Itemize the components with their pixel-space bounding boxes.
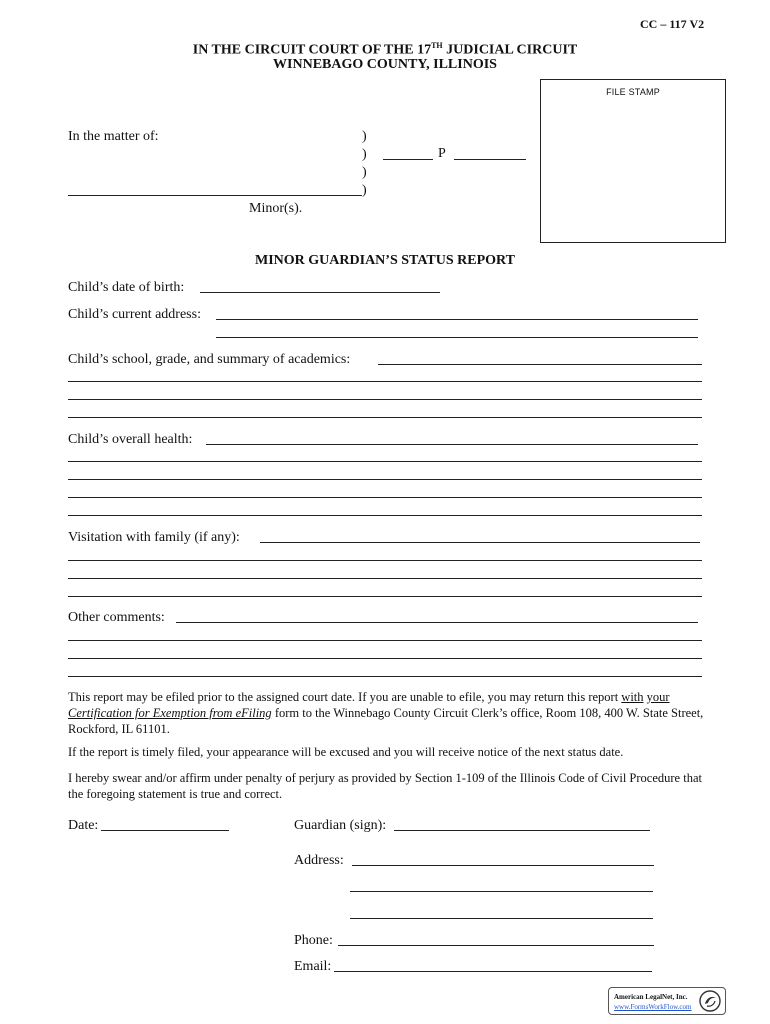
- email-line[interactable]: [334, 971, 652, 972]
- case-prefix-label: P: [438, 146, 446, 161]
- sig-address-line-2[interactable]: [350, 891, 653, 892]
- phone-label: Phone:: [294, 933, 333, 948]
- comments-line-1[interactable]: [176, 622, 698, 623]
- health-line-5[interactable]: [68, 515, 702, 516]
- court-heading-suffix: JUDICIAL CIRCUIT: [442, 42, 578, 58]
- alnet-logo-icon: [699, 990, 721, 1012]
- court-heading: [150, 38, 620, 59]
- efile-text-a: This report may be efiled prior to the assigned court date. If you are unable to efile, you may return this report: [68, 690, 622, 704]
- date-label: Date:: [68, 818, 99, 833]
- caption-paren-3: ): [362, 165, 367, 180]
- minor-name-line[interactable]: [68, 195, 362, 196]
- address-line-2[interactable]: [216, 337, 698, 338]
- perjury-statement: I hereby swear and/or affirm under penalty of perjury as provided by Section 1-109 of the Illinois Code of Civil Procedure that the foregoing statement is true and correct.: [68, 771, 702, 801]
- school-line-1[interactable]: [378, 364, 702, 365]
- school-line-3[interactable]: [68, 399, 702, 400]
- sig-address-line-1[interactable]: [352, 865, 654, 866]
- efile-with: with: [621, 690, 644, 704]
- address-line-1[interactable]: [216, 319, 698, 320]
- comments-label: Other comments:: [68, 610, 165, 625]
- address-label: Child’s current address:: [68, 307, 201, 322]
- school-line-4[interactable]: [68, 417, 702, 418]
- footer-url[interactable]: www.FormsWorkFlow.com: [614, 1003, 692, 1011]
- health-label: Child’s overall health:: [68, 432, 193, 447]
- court-heading-prefix: IN THE CIRCUIT COURT OF THE 17: [192, 42, 432, 58]
- caption-paren-2: ): [362, 147, 367, 162]
- date-line[interactable]: [101, 830, 229, 831]
- email-label: Email:: [294, 959, 332, 974]
- footer-badge: [608, 987, 726, 1015]
- matter-label: In the matter of:: [68, 129, 159, 144]
- file-stamp-label: FILE STAMP: [606, 87, 660, 97]
- dob-line[interactable]: [200, 292, 440, 293]
- minors-label: Minor(s).: [249, 201, 303, 216]
- caption-paren-1: ): [362, 129, 367, 144]
- visitation-line-1[interactable]: [260, 542, 700, 543]
- visitation-label: Visitation with family (if any):: [68, 530, 240, 545]
- health-line-4[interactable]: [68, 497, 702, 498]
- guardian-sign-label: Guardian (sign):: [294, 818, 387, 833]
- footer-company: American LegalNet, Inc.: [614, 993, 688, 1001]
- efile-your: your: [646, 690, 670, 704]
- report-title: MINOR GUARDIAN’S STATUS REPORT: [255, 253, 515, 268]
- comments-line-4[interactable]: [68, 676, 702, 677]
- timely-filed-text: If the report is timely filed, your appearance will be excused and you will receive notice of the next status date.: [68, 745, 624, 759]
- phone-line[interactable]: [338, 945, 654, 946]
- comments-line-3[interactable]: [68, 658, 702, 659]
- efile-certification: Certification for Exemption from eFiling: [68, 706, 272, 720]
- county-heading: WINNEBAGO COUNTY, ILLINOIS: [273, 57, 497, 72]
- visitation-line-2[interactable]: [68, 560, 702, 561]
- sig-address-line-3[interactable]: [350, 918, 653, 919]
- visitation-line-4[interactable]: [68, 596, 702, 597]
- efile-instructions: [68, 689, 708, 737]
- case-year-line[interactable]: [383, 159, 433, 160]
- efile-text-b: form to the Winnebago County Circuit Clerk’s office, Room 108, 400 W. State Street, Rockford, IL 61101.: [68, 706, 704, 736]
- school-label: Child’s school, grade, and summary of academics:: [68, 352, 351, 367]
- visitation-line-3[interactable]: [68, 578, 702, 579]
- health-line-3[interactable]: [68, 479, 702, 480]
- health-line-2[interactable]: [68, 461, 702, 462]
- sig-address-label: Address:: [294, 853, 344, 868]
- court-heading-sup: TH: [431, 41, 443, 50]
- form-code: CC – 117 V2: [640, 17, 705, 31]
- file-stamp-box: [540, 79, 726, 243]
- school-line-2[interactable]: [68, 381, 702, 382]
- comments-line-2[interactable]: [68, 640, 702, 641]
- dob-label: Child’s date of birth:: [68, 280, 185, 295]
- guardian-sign-line[interactable]: [394, 830, 650, 831]
- case-number-line[interactable]: [454, 159, 526, 160]
- health-line-1[interactable]: [206, 444, 698, 445]
- caption-paren-4: ): [362, 183, 367, 198]
